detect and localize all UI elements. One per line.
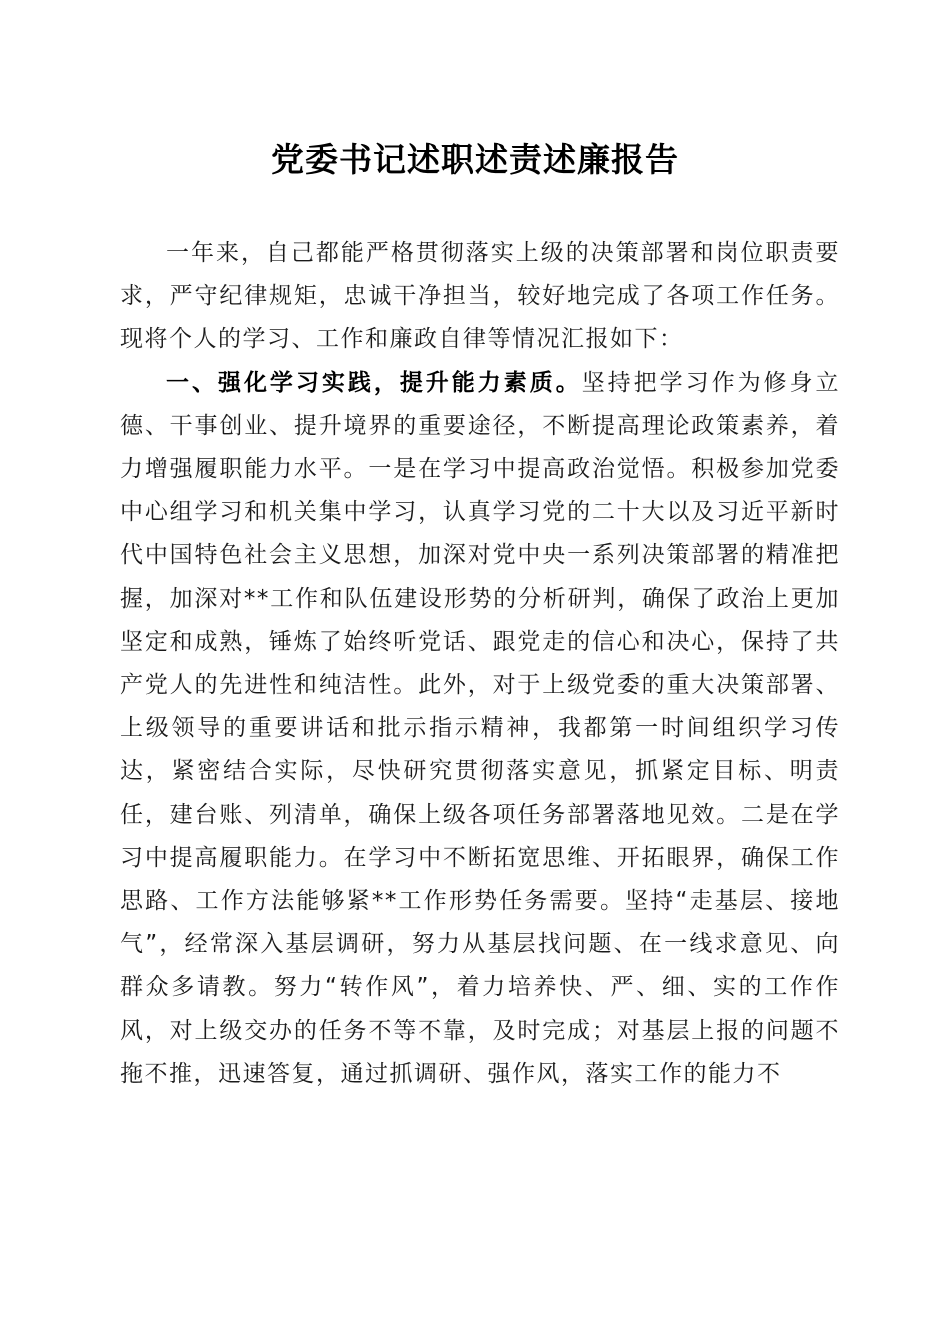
document-title: 党委书记述职述责述廉报告 [271, 140, 679, 179]
intro-paragraph-text: 一年来，自己都能严格贯彻落实上级的决策部署和岗位职责要求，严守纪律规矩，忠诚干净担当，较好地完成了各项工作任务。现将个人的学习、工作和廉政自律等情况汇报如下： [120, 240, 840, 353]
intro-paragraph [120, 232, 840, 362]
section-1-heading: 一、强化学习实践，提升能力素质。 [166, 369, 582, 396]
section-1-text: 坚持把学习作为修身立德、干事创业、提升境界的重要途径，不断提高理论政策素养，着力增强履职能力水平。一是在学习中提高政治觉悟。积极参加党委中心组学习和机关集中学习，认真学习党的二十大以及习近平新时代中国特色社会主义思想，加深对党中央一系列决策部署的精准把握，加深对**工作和队伍建设形势的分析研判，确保了政治上更加坚定和成熟，锤炼了始终听党话、跟党走的信心和决心，保持了共产党人的先进性和纯洁性。此外，对于上级党委的重大决策部署、上级领导的重要讲话和批示指示精神，我都第一时间组织学习传达，紧密结合实际，尽快研究贯彻落实意见，抓紧定目标、明责任，建台账、列清单，确保上级各项任务部署落地见效。二是在学习中提高履职能力。在学习中不断拓宽思维、开拓眼界，确保工作思路、工作方法能够紧**工作形势任务需要。坚持“走基层、接地气”，经常深入基层调研，努力从基层找问题、在一线求意见、向群众多请教。努力“转作风”，着力培养快、严、细、实的工作作风，对上级交办的任务不等不靠，及时完成；对基层上报的问题不拖不推，迅速答复，通过抓调研、强作风，落实工作的能力不 [120, 369, 841, 1087]
section-1-paragraph [120, 362, 840, 1096]
document-body [120, 232, 840, 1096]
